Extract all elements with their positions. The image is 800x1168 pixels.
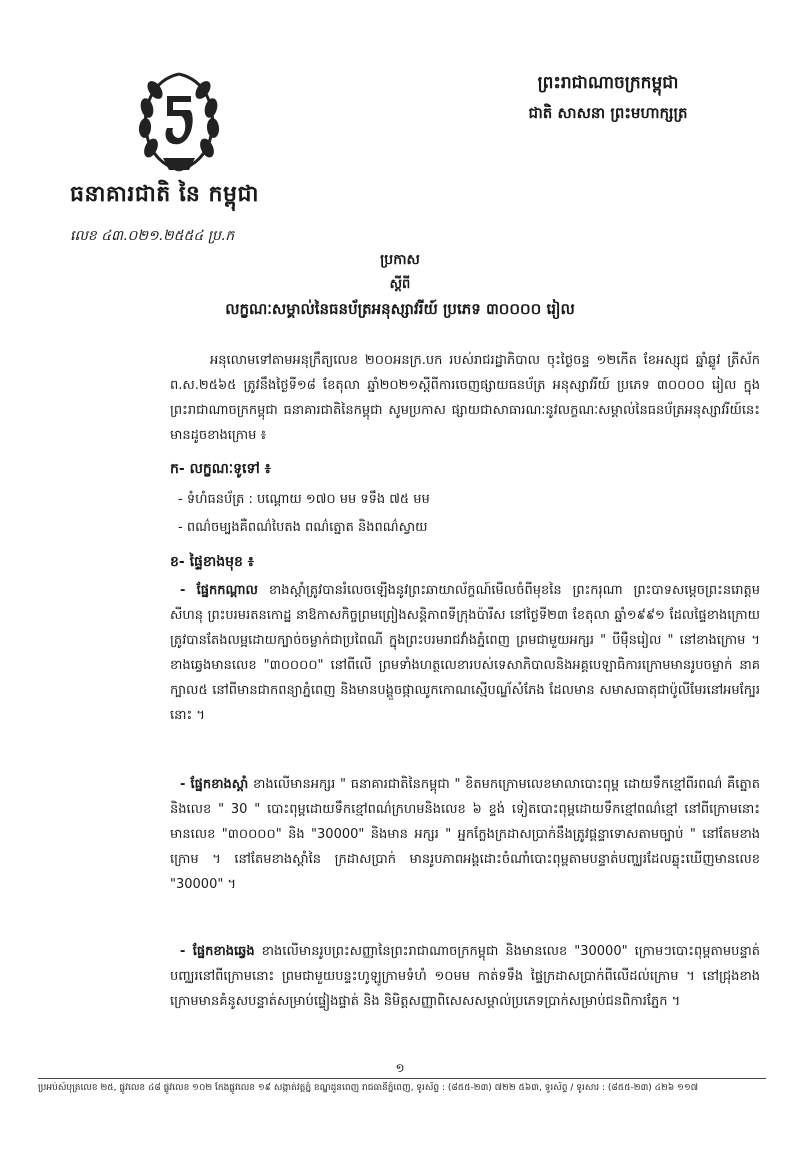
- bank-name: ធនាគារជាតិ នៃ កម្ពុជា: [70, 182, 259, 207]
- section-b-heading: ខ- ផ្ទៃខាងមុខ ៖: [170, 554, 254, 570]
- section-a-item-colors: - ពណ៌ចម្បងគឺពណ៌បៃតង ពណ៌ត្នោត និងពណ៌ស្វាយ: [178, 520, 428, 535]
- footer-divider: [38, 1078, 766, 1079]
- footer-address: ប្រអប់សំបុត្រលេខ ២៥, ផ្លូវលេខ ៤៨ ផ្លូវលេខ ១០២ កែងផ្លូវលេខ ១៩ សង្កាត់វត្តភ្នំ ខណ្ឌដូនពេញ រាជធានីភ្នំពេញ, ទូរស័ព្ទ : (៨៥៥-២៣) ៧២២ ៥៦៣, ទូរស័ព្ទ / ទូរសារ : (៨៥៥-២៣) ៤២៦ ១១៧: [38, 1083, 699, 1093]
- section-a-item-size: - ទំហំធនប័ត្រ : បណ្តោយ ១៧០ មម ទទឹង ៧៥ មម: [178, 492, 430, 507]
- intro-paragraph: អនុលោមទៅតាមអនុក្រឹត្យលេខ ២០០អនក្រ.បក របស់រាជរដ្ឋាភិបាល ចុះថ្ងៃចន្ទ ១២កើត ខែអស្សុជ ឆ្នាំឆ្លូវ ត្រីស័ក ព.ស.២៥៦៥ ត្រូវនឹងថ្ងៃទី១៨ ខែតុលា ឆ្នាំ២០២១ស្តីពីការចេញផ្សាយធនប័ត្រ អនុស្សាវរីយ៍ ប្រភេទ ៣០០០០ រៀល ក្នុងព្រះរាជាណាចក្រកម្ពុជា ធនាគារជាតិនៃកម្ពុជា សូមប្រកាស ផ្សាយជាសាធារណៈនូវលក្ខណៈសម្គាល់នៃធនប័ត្រអនុស្សាវរីយ៍នេះ មានដូចខាងក្រោម ៖: [170, 353, 760, 443]
- front-center-paragraph: [170, 578, 760, 728]
- national-motto: ជាតិ សាសនា ព្រះមហាក្សត្រ: [528, 104, 688, 122]
- reference-number: លេខ ៤៣.០២១.២៥៥៤ ប្រ.ក: [70, 228, 235, 244]
- front-left-label: - ផ្នែកខាងឆ្វេង: [180, 944, 255, 959]
- document-subject-label: ស្តីពី: [389, 277, 411, 292]
- document-type-title: ប្រកាស: [380, 252, 420, 268]
- front-right-paragraph: [170, 772, 760, 897]
- front-center-text: ខាងស្តាំត្រូវបានរំលេចឡើងនូវព្រះឆាយាល័ក្ខណ៍មើលចំពីមុខនៃ ព្រះករុណា ព្រះបាទសម្តេចព្រះនរោត្តម សីហនុ ព្រះបរមរតនកោដ្ឋ នាឱកាសកិច្ចព្រមព្រៀងសន្តិភាពទីក្រុងប៉ារីស នៅថ្ងៃទី២៣ ខែតុលា ឆ្នាំ១៩៩១ ដែលផ្ទៃខាងក្រោយត្រូវបានតែងលម្អដោយក្បាច់ចម្លាក់ជាប្រពៃណី ក្នុងព្រះបរមរាជវាំងភ្នំពេញ ព្រមជាមួយអក្សរ " បីម៉ឺនរៀល " នៅខាងក្រោម ។ ខាងឆ្វេងមានលេខ "៣០០០០" នៅពីលើ ព្រមទាំងហត្ថលេខារបស់ទេសាភិបាលនិងអគ្គបេឡាធិការក្រោមមានរូបចម្លាក់ នាគក្បាល៥ នៅពីមានជាកពន្យាភ្នំពេញ និងមានបង្គួចផ្កាឈូកកោណស្មើបណ្ឌ័សំភែង ដែលមាន សមាសធាតុជាប៉ូលីមែរនៅអមក្បែរនោះ ។: [170, 583, 760, 723]
- front-right-text: ខាងលើមានអក្សរ " ធនាគារជាតិនៃកម្ពុជា " ខិតមកក្រោមលេខមាលាបោះពុម្ព ដោយទឹកខ្មៅពីរពណ៌ គឺត្នោតនិងលេខ " 30 " បោះពុម្ពដោយទឹកខ្មៅពណ៌ក្រហមនិងលេខ ៦ ខ្ទង់ ទៀតបោះពុម្ពដោយទឹកខ្មៅពណ៌ខ្មៅ នៅពីក្រោមនោះមានលេខ "៣០០០០" និង "30000" និងមាន អក្សរ " អ្នកក្លែងក្រដាសប្រាក់នឹងត្រូវផ្តន្ទាទោសតាមច្បាប់ " នៅតែមខាងក្រោម ។ នៅតែមខាងស្តាំនៃ ក្រដាសប្រាក់ មានរូបភាពអង្គដោះចំណាំបោះពុម្ពតាមបន្ទាត់បញ្ឈរដែលឆ្លុះឃើញមានលេខ "30000" ។: [170, 777, 760, 892]
- page-number: ១: [395, 1061, 405, 1075]
- front-left-paragraph: [170, 939, 760, 1014]
- document-subject: លក្ខណៈសម្គាល់នៃធនប័ត្រអនុស្សាវរីយ៍ ប្រភេទ ៣០០០០ រៀល: [225, 300, 575, 318]
- front-center-label: - ផ្នែកកណ្តាល: [180, 583, 258, 598]
- kingdom-title: ព្រះរាជាណាចក្រកម្ពុជា: [537, 73, 679, 93]
- front-right-label: - ផ្នែកខាងស្តាំ: [180, 777, 249, 792]
- section-a-heading: ក- លក្ខណៈទូទៅ ៖: [170, 461, 271, 477]
- bank-emblem-logo: [133, 66, 225, 178]
- front-left-text: ខាងលើមានរូបព្រះសញ្ញានៃព្រះរាជាណាចក្រកម្ពុជា និងមានលេខ "30000" ក្រោមៗបោះពុម្ពតាមបន្ទាត់បញ្ឈរនៅពីក្រោមនោះ ព្រមជាមួយបន្ទះហូឡូក្រាមទំហំ ១០មម កាត់ទទឹង ផ្ទៃក្រដាសប្រាក់ពីលើដល់ក្រោម ។ នៅជ្រុងខាងក្រោមមានគំនូសបន្ទាត់សម្រាប់ផ្ទៀងផ្ទាត់ និង និមិត្តសញ្ញាពិសេសសម្គាល់ប្រភេទប្រាក់សម្រាប់ជនពិការភ្នែក ។: [170, 944, 761, 1009]
